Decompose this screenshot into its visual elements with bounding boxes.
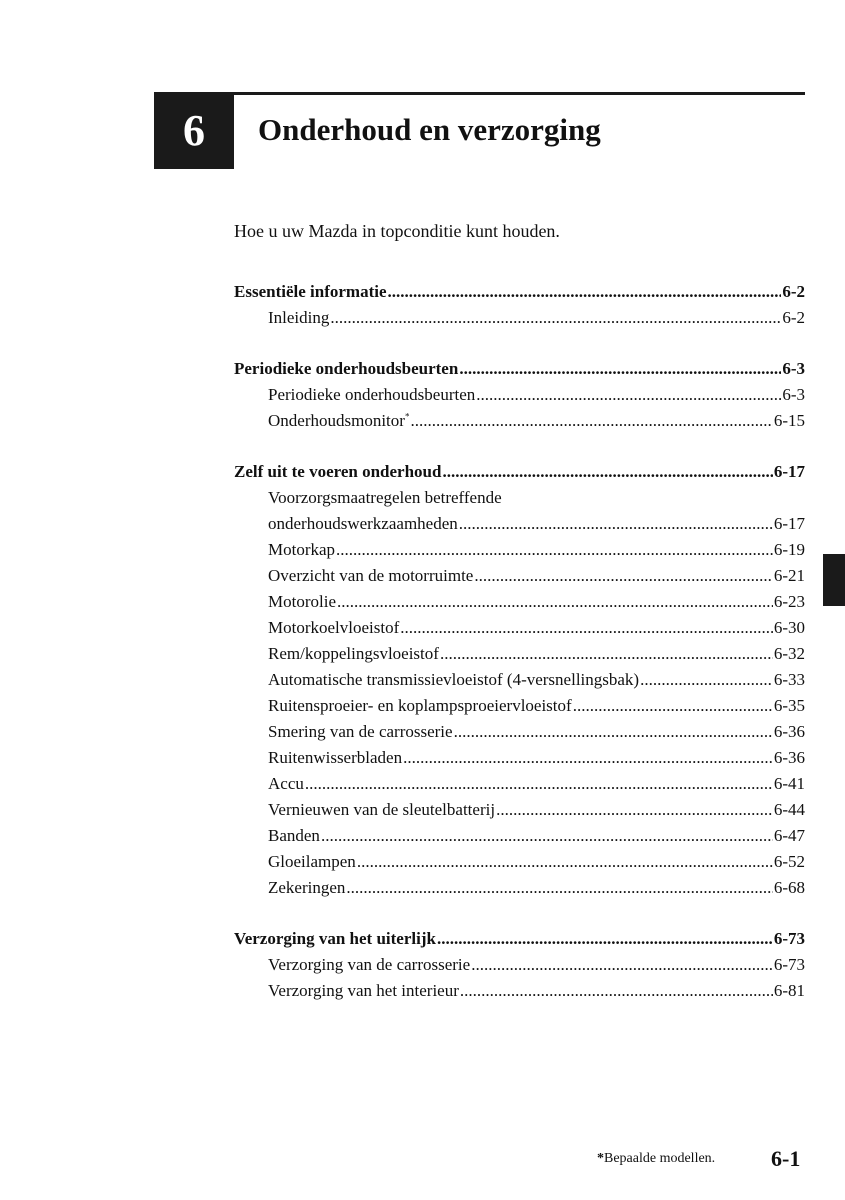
table-of-contents <box>234 279 805 1029</box>
toc-label: Zelf uit te voeren onderhoud <box>234 462 442 481</box>
toc-entry[interactable] <box>234 641 805 667</box>
toc-entry[interactable] <box>234 771 805 797</box>
toc-page: 6-44 <box>773 800 805 819</box>
leader-dots <box>346 875 772 901</box>
toc-page: 6-41 <box>773 774 805 793</box>
toc-page: 6-47 <box>773 826 805 845</box>
footnote-star: * <box>597 1151 604 1166</box>
toc-page: 6-81 <box>773 981 805 1000</box>
leader-dots <box>388 279 782 305</box>
toc-entry[interactable] <box>234 382 805 408</box>
toc-label: Motorolie <box>268 592 336 611</box>
leader-dots <box>454 719 773 745</box>
toc-page: 6-19 <box>773 540 805 559</box>
toc-page: 6-33 <box>773 670 805 689</box>
toc-page: 6-32 <box>773 644 805 663</box>
toc-label: Ruitensproeier- en koplampsproeiervloeistof <box>268 696 572 715</box>
toc-label: Inleiding <box>268 308 330 327</box>
leader-dots <box>476 382 781 408</box>
toc-entry[interactable] <box>234 693 805 719</box>
leader-dots <box>357 849 773 875</box>
toc-label: Motorkoelvloeistof <box>268 618 400 637</box>
toc-section <box>234 279 805 331</box>
toc-page: 6-3 <box>782 385 805 404</box>
leader-dots <box>321 823 773 849</box>
leader-dots <box>471 952 773 978</box>
toc-section-heading[interactable] <box>234 356 805 382</box>
toc-label: Smering van de carrosserie <box>268 722 453 741</box>
toc-page: 6-23 <box>773 592 805 611</box>
toc-label: Essentiële informatie <box>234 282 387 301</box>
toc-page: 6-21 <box>773 566 805 585</box>
toc-label: Rem/koppelingsvloeistof <box>268 644 439 663</box>
toc-entry[interactable] <box>234 408 805 434</box>
toc-label: Periodieke onderhoudsbeurten <box>234 359 459 378</box>
toc-entry[interactable] <box>234 849 805 875</box>
intro-text: Hoe u uw Mazda in topconditie kunt houden. <box>234 221 560 241</box>
toc-entry-first-line[interactable]: Voorzorgsmaatregelen betreffende <box>268 488 502 507</box>
leader-dots <box>459 511 773 537</box>
toc-page: 6-2 <box>782 308 805 327</box>
footnote <box>597 1151 715 1167</box>
leader-dots <box>403 745 773 771</box>
toc-section <box>234 356 805 434</box>
toc-entry[interactable] <box>234 305 805 331</box>
toc-entry[interactable] <box>234 719 805 745</box>
toc-entry[interactable] <box>234 615 805 641</box>
toc-section-heading[interactable] <box>234 459 805 485</box>
toc-entry[interactable] <box>234 952 805 978</box>
toc-label-text: Onderhoudsmonitor <box>268 411 405 430</box>
toc-label: Zekeringen <box>268 878 346 897</box>
footnote-mark: * <box>404 411 410 422</box>
toc-page: 6-15 <box>773 411 805 430</box>
leader-dots <box>442 459 772 485</box>
toc-section-heading[interactable] <box>234 279 805 305</box>
toc-label: onderhoudswerkzaamheden <box>268 514 458 533</box>
toc-page: 6-17 <box>773 462 805 481</box>
toc-page: 6-73 <box>773 955 805 974</box>
toc-page: 6-68 <box>773 878 805 897</box>
toc-label: Overzicht van de motorruimte <box>268 566 474 585</box>
toc-entry[interactable] <box>234 563 805 589</box>
leader-dots <box>459 356 781 382</box>
toc-entry[interactable] <box>234 745 805 771</box>
toc-entry[interactable] <box>234 823 805 849</box>
toc-entry[interactable] <box>234 875 805 901</box>
leader-dots <box>330 305 781 331</box>
toc-label: Ruitenwisserbladen <box>268 748 403 767</box>
toc-page: 6-2 <box>782 282 805 301</box>
chapter-number-box <box>154 92 234 169</box>
toc-page: 6-17 <box>773 514 805 533</box>
toc-label: Gloeilampen <box>268 852 356 871</box>
leader-dots <box>336 537 773 563</box>
toc-label: Verzorging van het uiterlijk <box>234 929 436 948</box>
toc-label: Accu <box>268 774 304 793</box>
leader-dots <box>573 693 773 719</box>
leader-dots <box>437 926 773 952</box>
toc-label: Verzorging van de carrosserie <box>268 955 471 974</box>
toc-entry[interactable] <box>234 797 805 823</box>
toc-label: Motorkap <box>268 540 336 559</box>
toc-section-heading[interactable] <box>234 926 805 952</box>
toc-label <box>268 408 409 434</box>
leader-dots <box>640 667 773 693</box>
toc-page: 6-73 <box>773 929 805 948</box>
toc-page: 6-36 <box>773 748 805 767</box>
chapter-title: Onderhoud en verzorging <box>258 112 601 147</box>
toc-entry[interactable] <box>234 978 805 1004</box>
title-rule <box>234 92 805 95</box>
toc-label: Periodieke onderhoudsbeurten <box>268 385 476 404</box>
page-number: 6-1 <box>771 1146 801 1171</box>
toc-page: 6-36 <box>773 722 805 741</box>
toc-entry[interactable] <box>234 667 805 693</box>
toc-section <box>234 926 805 1004</box>
toc-page: 6-35 <box>773 696 805 715</box>
leader-dots <box>400 615 773 641</box>
toc-entry[interactable] <box>234 511 805 537</box>
toc-label: Verzorging van het interieur <box>268 981 459 1000</box>
leader-dots <box>337 589 773 615</box>
footnote-text: Bepaalde modellen. <box>604 1151 716 1166</box>
chapter-number: 6 <box>183 106 205 155</box>
leader-dots <box>305 771 773 797</box>
leader-dots <box>474 563 772 589</box>
leader-dots <box>410 408 772 434</box>
leader-dots <box>496 797 773 823</box>
toc-page: 6-52 <box>773 852 805 871</box>
toc-entry[interactable] <box>234 537 805 563</box>
chapter-side-tab <box>823 554 845 606</box>
leader-dots <box>460 978 773 1004</box>
toc-label: Banden <box>268 826 320 845</box>
toc-label: Vernieuwen van de sleutelbatterij <box>268 800 496 819</box>
leader-dots <box>440 641 773 667</box>
toc-page: 6-30 <box>773 618 805 637</box>
toc-entry[interactable] <box>234 589 805 615</box>
toc-label: Automatische transmissievloeistof (4-versnellingsbak) <box>268 670 640 689</box>
toc-page: 6-3 <box>782 359 805 378</box>
toc-section <box>234 459 805 901</box>
